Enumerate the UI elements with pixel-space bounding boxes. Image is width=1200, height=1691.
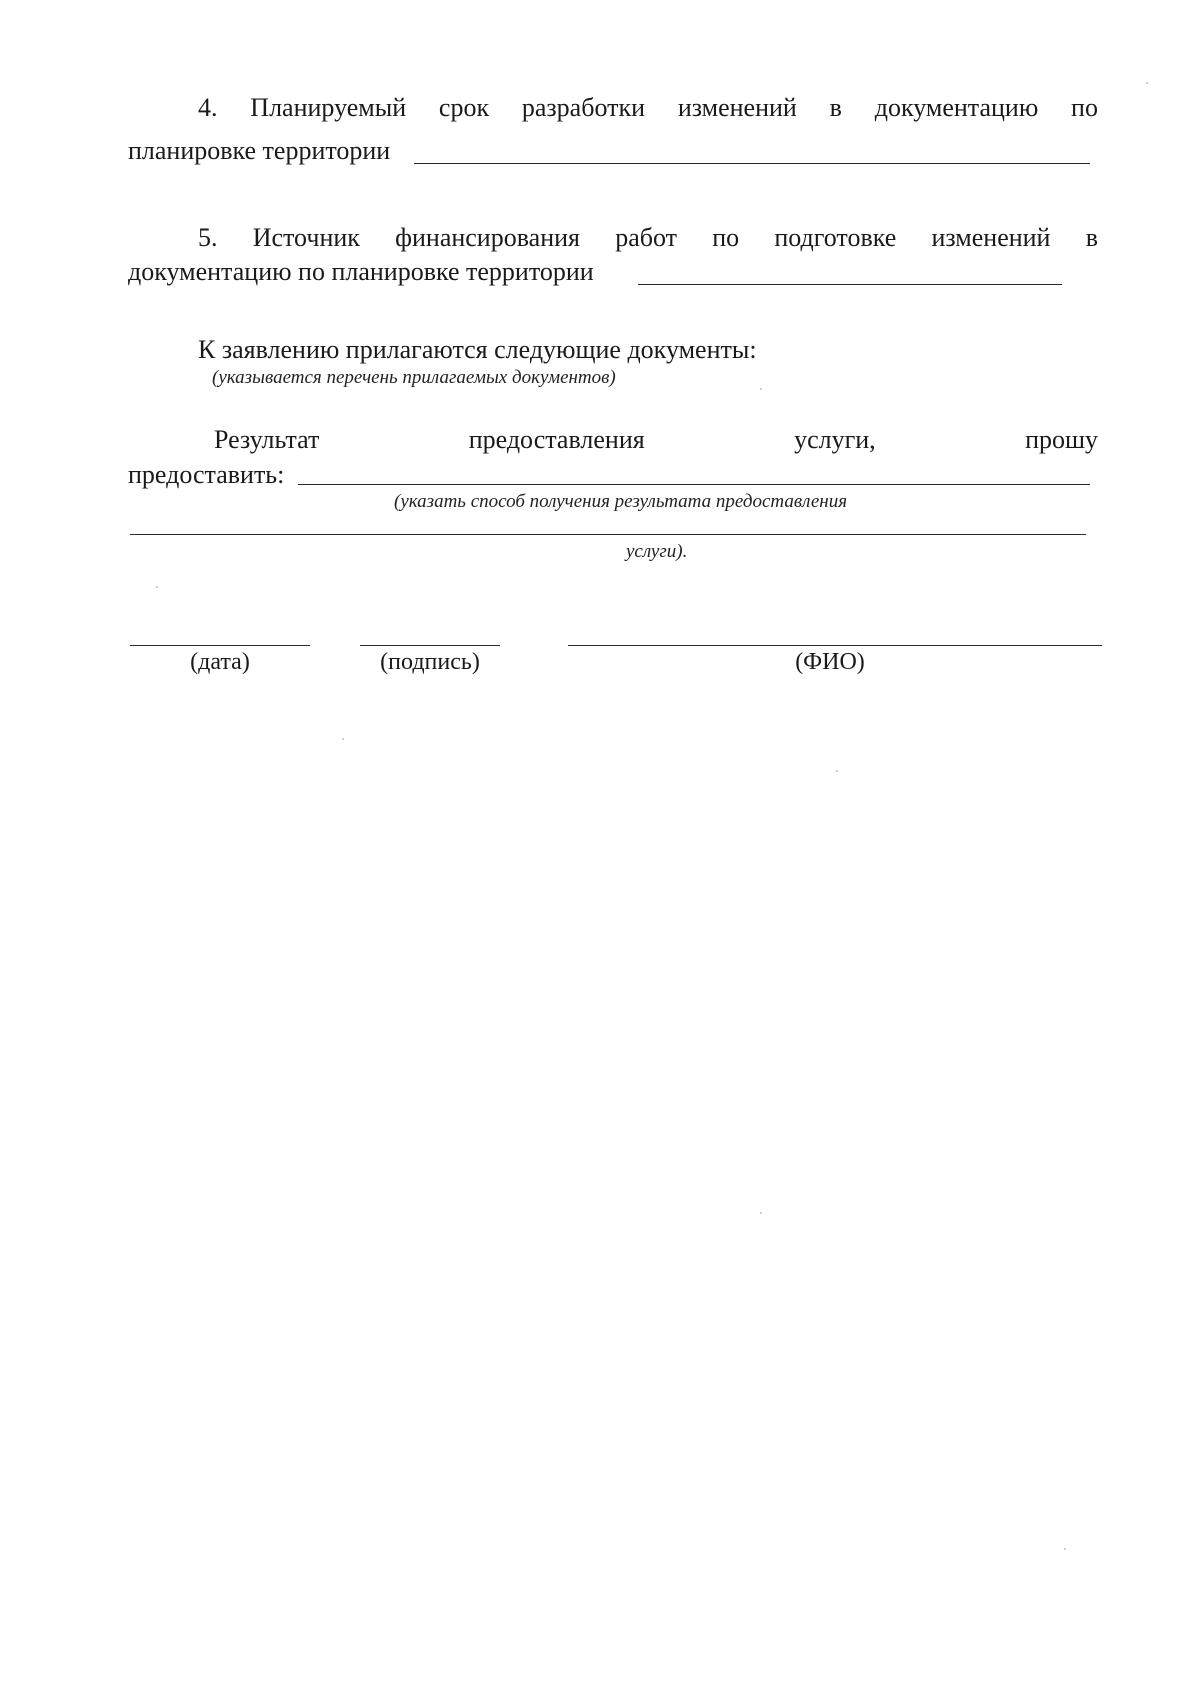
- item-4-first-line: [198, 92, 1098, 124]
- item-4-blank-field[interactable]: [414, 163, 1090, 164]
- scan-speck: [156, 586, 158, 588]
- item-5-second-line: документацию по планировке территории: [128, 257, 594, 286]
- scan-speck: [1064, 1548, 1066, 1550]
- result-blank-field-1[interactable]: [298, 484, 1090, 485]
- scan-speck: [760, 388, 762, 390]
- result-word: прошу: [1025, 425, 1098, 454]
- result-hint-2: услуги).: [626, 541, 688, 562]
- item-5-word: подготовке: [774, 223, 897, 252]
- item-4-word: 4.: [198, 93, 218, 122]
- item-4-word: по: [1071, 93, 1098, 122]
- full-name-caption: (ФИО): [795, 649, 865, 675]
- signature-field[interactable]: [360, 645, 500, 646]
- scan-speck: [1146, 82, 1148, 84]
- item-5-word: Источник: [252, 223, 360, 252]
- result-hint-1: (указать способ получения результата предоставления: [394, 491, 848, 512]
- result-word: Результат: [214, 425, 320, 454]
- full-name-field[interactable]: [568, 645, 1102, 646]
- scan-speck: [836, 770, 838, 772]
- date-caption: (дата): [190, 649, 250, 675]
- item-4-second-line: планировке территории: [128, 136, 391, 165]
- item-5-first-line: [198, 222, 1098, 254]
- result-word: услуги,: [794, 425, 876, 454]
- item-5-word: изменений: [931, 223, 1051, 252]
- result-blank-field-2[interactable]: [130, 534, 1086, 535]
- item-4-word: в: [829, 93, 842, 122]
- result-word: предоставления: [468, 425, 645, 454]
- item-4-word: срок: [438, 93, 490, 122]
- date-field[interactable]: [130, 645, 310, 646]
- item-5-blank-field[interactable]: [638, 284, 1062, 285]
- item-5-word: в: [1085, 223, 1098, 252]
- attachments-title: К заявлению прилагаются следующие документы:: [198, 335, 757, 364]
- scan-speck: [760, 1212, 762, 1214]
- signature-caption: (подпись): [380, 649, 480, 675]
- item-4-word: Планируемый: [250, 93, 407, 122]
- item-4-word: изменений: [677, 93, 797, 122]
- result-first-line: [214, 424, 1098, 456]
- attachments-hint: (указывается перечень прилагаемых документов): [212, 367, 616, 388]
- item-5-word: по: [712, 223, 740, 252]
- item-5-word: работ: [615, 223, 677, 252]
- item-5-word: 5.: [198, 223, 218, 252]
- item-4-word: документацию: [874, 93, 1039, 122]
- item-4-word: разработки: [521, 93, 646, 122]
- result-second-line: предоставить:: [128, 460, 285, 489]
- scan-speck: [342, 738, 344, 740]
- item-5-word: финансирования: [395, 223, 580, 252]
